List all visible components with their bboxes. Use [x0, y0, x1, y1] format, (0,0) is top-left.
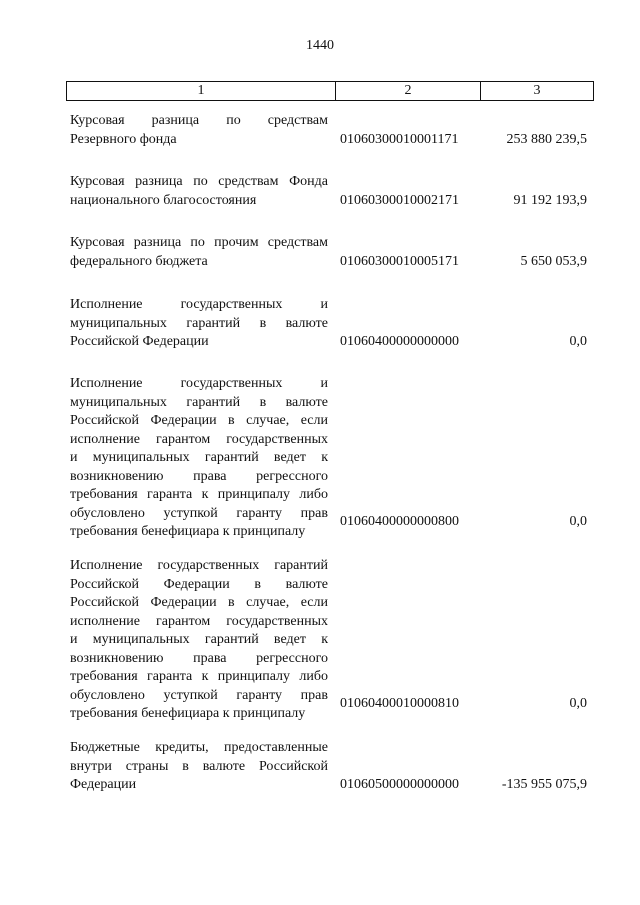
row-amount: 5 650 053,9 [520, 253, 587, 269]
row-description: Бюджетные кредиты, предоставленные внутри страны в валюте Российской Федерации [70, 740, 328, 792]
row-description: Исполнение государственных и муниципальных гарантий в валюте Российской Федерации [70, 297, 328, 349]
table-header [66, 81, 594, 101]
row-description: Исполнение государственных и муниципальных гарантий в валюте Российской Федерации в случае, если исполнение гарантом государственных и муниципальных гарантий ведет к возникновению права регрессного требования гаранта к принципалу либо обусловлено уступкой гаранту прав требования бенефициара к принципалу [70, 376, 328, 539]
row-code: 01060500000000000 [340, 777, 459, 792]
row-code: 01060300010005171 [340, 253, 459, 269]
row-amount: 91 192 193,9 [513, 192, 587, 208]
row-description: Курсовая разница по средствам Фонда национального благосостояния [70, 174, 328, 208]
row-amount: 0,0 [569, 334, 587, 349]
row-amount: 253 880 239,5 [506, 131, 587, 147]
row-description: Исполнение государственных гарантий Российской Федерации в валюте Российской Федерации в случае, если исполнение гарантом государственных и муниципальных гарантий ведет к возникновению права регрессного требования гаранта к принципалу либо обусловлено уступкой гаранту прав требования бенефициара к принципалу [70, 558, 328, 721]
header-col-1: 1 [197, 83, 205, 98]
row-description: Курсовая разница по средствам Резервного фонда [70, 113, 328, 147]
row-amount: 0,0 [569, 696, 587, 711]
row-code: 01060400000000000 [340, 334, 459, 349]
row-amount: 0,0 [569, 514, 587, 529]
row-code: 01060300010002171 [340, 192, 459, 208]
page-number: 1440 [306, 38, 334, 53]
row-code: 01060300010001171 [340, 131, 459, 147]
row-description: Курсовая разница по прочим средствам федерального бюджета [70, 235, 328, 269]
header-col-3: 3 [480, 82, 593, 100]
row-code: 01060400000000800 [340, 514, 459, 529]
row-amount: -135 955 075,9 [501, 777, 587, 792]
header-col-2: 2 [335, 82, 480, 100]
row-code: 01060400010000810 [340, 696, 459, 711]
